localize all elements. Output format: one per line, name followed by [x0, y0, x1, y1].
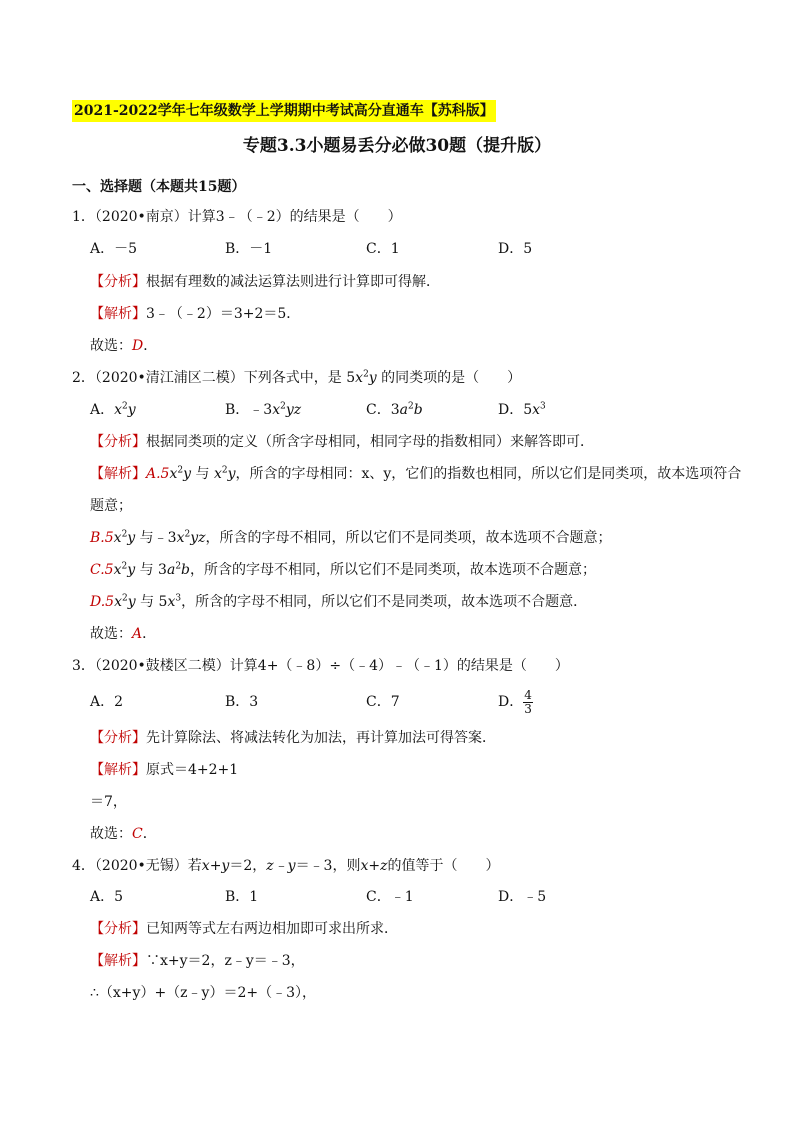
analysis-tag: 【分析】 — [90, 730, 146, 746]
analysis-tag: 【分析】 — [90, 921, 146, 937]
q3-choice: 故选：C． — [90, 826, 157, 842]
q4-option-c: C．﹣1 — [366, 889, 414, 905]
q1-solution: 【解析】3﹣（﹣2）＝3+2＝5． — [90, 306, 301, 322]
q4-option-a: A．5 — [90, 889, 124, 905]
q2-option-b: B．$﹣3x^2yz$ — [225, 401, 302, 418]
q4-option-d: D．﹣5 — [498, 889, 547, 905]
section-title: 一、选择题（本题共15题） — [72, 179, 246, 195]
q3-answer: C — [132, 826, 143, 842]
q3-option-c: C．7 — [366, 694, 400, 710]
q4-solution-line-2: ∴（x+y）+（z﹣y）＝2+（﹣3）， — [90, 985, 317, 1001]
q4-option-b: B．1 — [225, 889, 259, 905]
solution-tag: 【解析】 — [90, 953, 146, 969]
q1-analysis: 【分析】根据有理数的减法运算法则进行计算即可得解． — [90, 274, 440, 290]
page-title: 专题3.3小题易丢分必做30题（提升版） — [242, 136, 552, 156]
q3-option-a: A．2 — [90, 694, 124, 710]
q2-solution-a-cont: 题意； — [90, 498, 132, 514]
q3-option-d: D． $\frac{4}{3}$ — [498, 687, 532, 716]
q3-solution: 【解析】原式＝4+2+1 — [90, 762, 239, 778]
q1-answer: D — [132, 338, 144, 354]
solution-tag: 【解析】 — [90, 466, 146, 482]
q1-option-b: B．－1 — [225, 241, 273, 257]
question-1-stem: 1．（2020•南京）计算3﹣（﹣2）的结果是（ ） — [72, 209, 402, 225]
q2-option-d: D．$5x^3$ — [498, 401, 546, 418]
question-4-stem: 4．（2020•无锡）若x+y＝2，z﹣y＝﹣3，则x+z的值等于（ ） — [72, 858, 500, 874]
q2-answer: A — [132, 626, 143, 642]
q2-solution-a: 【解析】$A.5x^2y$ 与 $x^2y$，所含的字母相同：x、y，它们的指数也相同，所以它们是同类项，故本选项符合 — [90, 465, 742, 482]
q2-solution-d: $D.5x^2y$ 与 $5x^3$，所含的字母不相同，所以它们不是同类项，故本选项不合题意． — [90, 593, 588, 610]
solution-tag: 【解析】 — [90, 762, 146, 778]
q2-option-c: C．$3a^2b$ — [366, 401, 423, 418]
question-3-stem: 3．（2020•鼓楼区二模）计算4+（﹣8）÷（﹣4）﹣（﹣1）的结果是（ ） — [72, 658, 569, 674]
q3-option-b: B．3 — [225, 694, 259, 710]
analysis-tag: 【分析】 — [90, 274, 146, 290]
exam-banner: 2021-2022学年七年级数学上学期期中考试高分直通车【苏科版】 — [72, 100, 496, 122]
q1-option-a: A．－5 — [90, 241, 138, 257]
q2-solution-b: $B.5x^2y$ 与$﹣3x^2yz$，所含的字母不相同，所以它们不是同类项，故本选项不合题意； — [90, 529, 612, 546]
q4-solution: 【解析】∵x+y＝2，z﹣y＝﹣3， — [90, 953, 305, 969]
q3-analysis: 【分析】先计算除法、将减法转化为加法，再计算加法可得答案． — [90, 730, 496, 746]
q3-solution-line-2: ＝7， — [90, 794, 127, 810]
q1-choice: 故选：D． — [90, 338, 158, 354]
q1-option-d: D．5 — [498, 241, 533, 257]
q1-option-c: C．1 — [366, 241, 400, 257]
q4-analysis: 【分析】已知两等式左右两边相加即可求出所求． — [90, 921, 398, 937]
fraction: $\frac{4}{3}$ — [524, 687, 532, 716]
analysis-tag: 【分析】 — [90, 434, 146, 450]
q2-choice: 故选：A． — [90, 626, 157, 642]
q2-solution-c: $C.5x^2y$ 与 $3a^2b$，所含的字母不相同，所以它们不是同类项，故本选项不合题意； — [90, 561, 597, 578]
q2-analysis: 【分析】根据同类项的定义（所含字母相同，相同字母的指数相同）来解答即可． — [90, 434, 594, 450]
solution-tag: 【解析】 — [90, 306, 146, 322]
question-2-stem: 2．（2020•清江浦区二模）下列各式中，是 $5x^2y$ 的同类项的是（ ） — [72, 369, 522, 386]
q2-option-a: A．$x^2y$ — [90, 401, 136, 418]
